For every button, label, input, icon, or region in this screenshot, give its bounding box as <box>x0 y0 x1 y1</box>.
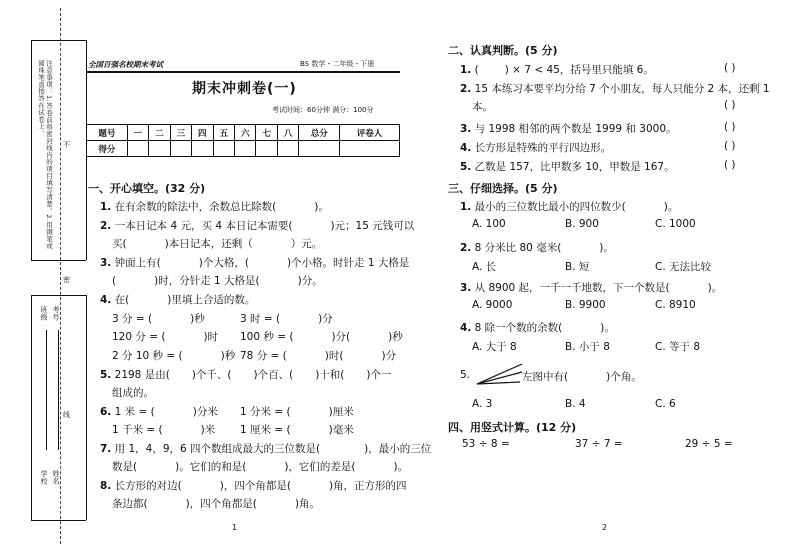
choice-option[interactable]: A. 9000 <box>472 299 513 311</box>
score-header-cell: 四 <box>192 125 213 141</box>
choice-option[interactable]: A. 大于 8 <box>472 341 517 353</box>
question-1: 1. 在有余数的除法中，余数总比除数( )。 <box>100 201 329 213</box>
judge-answer[interactable]: ( ) <box>724 62 736 74</box>
choice-option[interactable]: C. 等于 8 <box>655 341 701 353</box>
field-underline <box>58 330 59 450</box>
score-table <box>86 124 400 157</box>
choice-1: 1. 最小的三位数比最小的四位数少( )。 <box>460 201 679 213</box>
judge-answer[interactable]: ( ) <box>724 121 736 133</box>
score-header-cell: 五 <box>213 125 234 141</box>
binding-frame-line <box>31 40 86 41</box>
binding-frame-line <box>31 260 86 261</box>
choice-option[interactable]: C. 无法比较 <box>655 261 712 273</box>
score-header-cell: 三 <box>170 125 191 141</box>
question-5: 5. 2198 是由( )个千、( )个百、( )十和( )个一 <box>100 369 392 381</box>
score-cell[interactable] <box>192 141 213 157</box>
question-4: 4. 在( )里填上合适的数。 <box>100 294 256 306</box>
header-rule <box>86 71 400 73</box>
q6-item: 1 千米 = ( )米 <box>112 424 216 436</box>
score-header-cell: 总分 <box>299 125 340 141</box>
section-heading: 三、仔细选择。(5 分) <box>448 182 558 195</box>
exam-series: 全国百强名校期末考试 <box>88 60 163 69</box>
judge-3: 3. 与 1998 相邻的两个数是 1999 和 3000。 <box>460 123 677 135</box>
score-cell[interactable] <box>213 141 234 157</box>
seal-char: 线 <box>63 411 70 419</box>
judge-answer[interactable]: ( ) <box>724 99 736 111</box>
choice-option[interactable]: B. 4 <box>565 398 586 410</box>
score-header-cell: 一 <box>127 125 148 141</box>
field-underline <box>46 330 47 450</box>
choice-option[interactable]: B. 9900 <box>565 299 606 311</box>
score-header-cell: 二 <box>149 125 170 141</box>
section-heading: 四、用竖式计算。(12 分) <box>448 421 577 434</box>
info-frame-line <box>31 295 86 296</box>
page-title: 期末冲刺卷(一) <box>192 81 297 97</box>
q4-item: 100 秒 = ( )分( )秒 <box>240 331 403 343</box>
q4-item: 2 分 10 秒 = ( )秒 <box>112 350 236 362</box>
section-heading: 二、认真判断。(5 分) <box>448 44 558 57</box>
score-header-cell: 八 <box>277 125 298 141</box>
choice-5: 左图中有( )个角。 <box>522 371 642 383</box>
choice-option[interactable]: A. 长 <box>472 261 497 273</box>
q4-item: 78 分 = ( )时( )分 <box>240 350 397 362</box>
question-7: 7. 用 1，4，9，6 四个数组成最大的三位数是( )，最小的三位 <box>100 443 432 455</box>
choice-4: 4. 8 除一个数的余数( )。 <box>460 322 615 334</box>
score-cell[interactable] <box>149 141 170 157</box>
seal-char: 不 <box>63 141 70 149</box>
score-cell[interactable] <box>256 141 277 157</box>
section-heading: 一、开心填空。(32 分) <box>88 182 206 195</box>
q4-item: 3 分 = ( )秒 <box>112 313 205 325</box>
q4-item: 120 分 = ( )时 <box>112 331 219 343</box>
choice-option[interactable]: A. 100 <box>472 218 506 230</box>
field-student-name: 姓名 <box>52 470 60 485</box>
score-header-cell: 题号 <box>87 125 128 141</box>
question-8: 8. 长方形的对边( )，四个角都是( )角，正方形的四 <box>100 480 407 492</box>
question-3: 3. 钟面上有( )个大格，( )个小格。时针走 1 大格是 <box>100 257 410 269</box>
page-number: 1 <box>232 523 238 532</box>
question-7-cont: 数是( )。它们的和是( )，它们的差是( )。 <box>112 461 409 473</box>
info-frame-line <box>31 295 32 520</box>
q6-item: 1 分米 = ( )厘米 <box>240 406 354 418</box>
exam-info: 考试时间：60分钟 满分：100分 <box>272 106 374 114</box>
calc-item: 37 ÷ 7 = <box>575 438 623 450</box>
info-frame-line <box>31 520 86 521</box>
page-number: 2 <box>602 523 608 532</box>
question-2-cont: 买( )本日记本，还剩（ ）元。 <box>112 238 323 250</box>
question-6: 6. 1 米 = ( )分米 <box>100 406 218 418</box>
choice-5-number: 5. <box>460 369 471 381</box>
seal-line <box>60 8 61 544</box>
score-cell[interactable] <box>127 141 148 157</box>
choice-option[interactable]: C. 8910 <box>655 299 696 311</box>
question-8-cont: 条边都( )，四个角都是( )角。 <box>112 498 320 510</box>
question-5-cont: 组成的。 <box>112 387 154 399</box>
score-header-cell: 七 <box>256 125 277 141</box>
choice-2: 2. 8 分米比 80 毫米( )。 <box>460 242 614 254</box>
info-frame-line <box>86 295 87 520</box>
choice-option[interactable]: A. 3 <box>472 398 493 410</box>
binding-frame-line <box>31 40 32 260</box>
choice-option[interactable]: B. 900 <box>565 218 599 230</box>
score-header-cell: 六 <box>235 125 256 141</box>
field-id: 考号 <box>52 306 60 321</box>
question-3-cont: ( )时，分针走 1 大格是( )分。 <box>112 275 323 287</box>
choice-3: 3. 从 8900 起，一千一千地数，下一个数是( )。 <box>460 282 723 294</box>
judge-2: 2. 15 本练习本要平均分给 7 个小朋友，每人只能分 2 本，还剩 1 <box>460 83 770 95</box>
score-cell[interactable] <box>277 141 298 157</box>
q4-item: 3 时 = ( )分 <box>240 313 333 325</box>
q6-item: 1 厘米 = ( )毫米 <box>240 424 354 436</box>
choice-option[interactable]: C. 6 <box>655 398 676 410</box>
seal-char: 密 <box>63 276 70 284</box>
judge-2-cont: 本。 <box>472 101 493 113</box>
angle-figure <box>474 360 524 388</box>
field-name: 班级 <box>40 306 48 321</box>
choice-option[interactable]: B. 小于 8 <box>565 341 610 353</box>
field-school: 学校 <box>40 470 48 485</box>
score-cell[interactable] <box>299 141 340 157</box>
question-2: 2. 一本日记本 4 元，买 4 本日记本需要( )元；15 元钱可以 <box>100 220 415 232</box>
calc-item: 53 ÷ 8 = <box>462 438 510 450</box>
judge-answer[interactable]: ( ) <box>724 159 736 171</box>
choice-option[interactable]: B. 短 <box>565 261 590 273</box>
calc-item: 29 ÷ 5 = <box>685 438 733 450</box>
judge-4: 4. 长方形是特殊的平行四边形。 <box>460 142 612 154</box>
score-header-cell: 评卷人 <box>340 125 400 141</box>
judge-1: 1. ( ) × 7 < 45，括号里只能填 6。 <box>460 64 654 76</box>
judge-answer[interactable]: ( ) <box>724 140 736 152</box>
score-cell[interactable] <box>170 141 191 157</box>
choice-option[interactable]: C. 1000 <box>655 218 696 230</box>
score-row-label: 得分 <box>87 141 128 157</box>
binding-notice: 注意事项：1.答卷前将密封线内的项目填写清楚。2.用钢笔或圆珠笔直接答在试卷上。 <box>37 60 53 250</box>
judge-5: 5. 乙数是 157，比甲数多 10，甲数是 167。 <box>460 161 675 173</box>
score-cell[interactable] <box>340 141 400 157</box>
grade-label: BS 数学・二年级・下册 <box>300 60 375 68</box>
score-cell[interactable] <box>235 141 256 157</box>
